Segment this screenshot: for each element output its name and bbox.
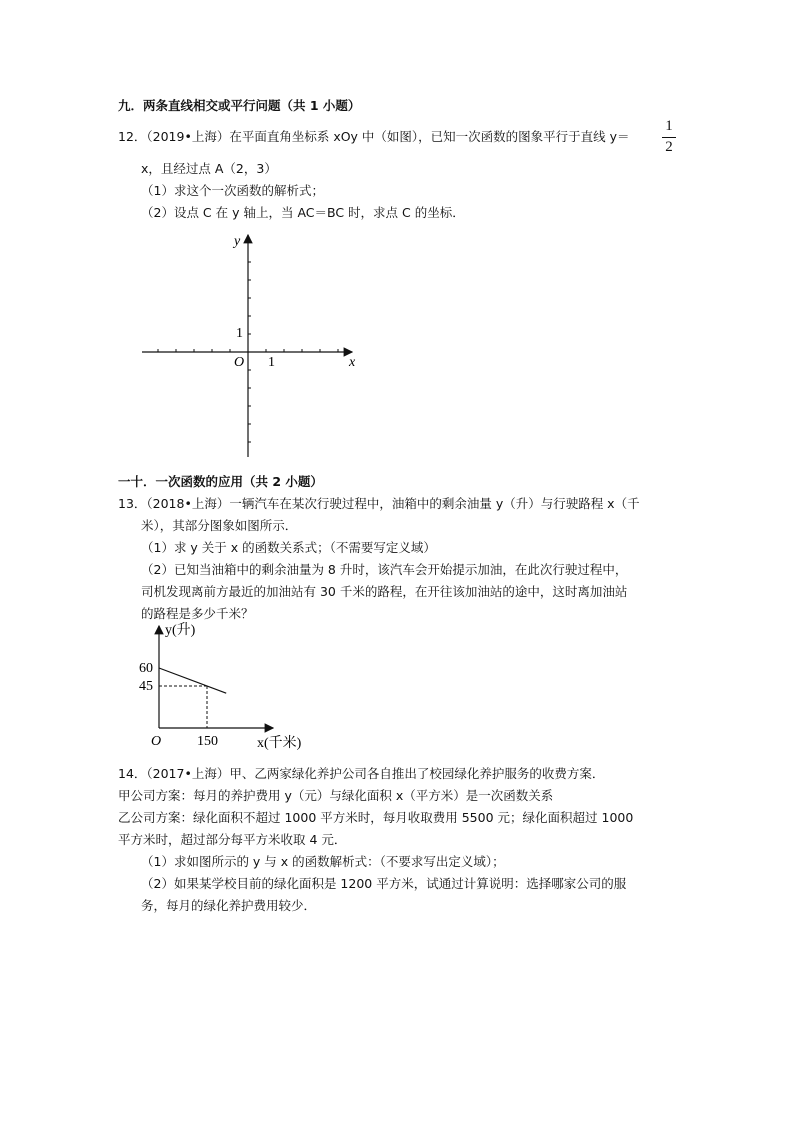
fuel-y-axis-label: y(升) xyxy=(165,623,196,638)
y-axis-label: y xyxy=(234,234,241,249)
q13-part2-line1: （2）已知当油箱中的剩余油量为 8 升时，该汽车会开始提示加油，在此次行驶过程中， xyxy=(141,562,628,577)
q14-part2-line2: 务，每月的绿化养护费用较少． xyxy=(141,898,317,913)
y-tick-one-label: 1 xyxy=(236,326,243,341)
fuel-x-axis-label: x(千米) xyxy=(257,736,302,751)
q12-fraction-bar xyxy=(662,137,676,138)
fuel-series-line xyxy=(159,668,226,693)
q12-fraction-denominator: 2 xyxy=(665,139,673,155)
q12-line2: x，且经过点 A（2，3） xyxy=(141,161,277,176)
q14-line1: 14．（2017•上海）甲、乙两家绿化养护公司各自推出了校园绿化养护服务的收费方案． xyxy=(118,766,605,781)
fuel-chart-figure xyxy=(135,618,315,756)
fuel-y60-label: 60 xyxy=(139,661,153,676)
q13-line2: 米），其部分图象如图所示． xyxy=(141,518,298,533)
origin-label: O xyxy=(234,355,245,370)
q14-part1: （1）求如图所示的 y 与 x 的函数解析式：（不要求写出定义域）； xyxy=(141,854,505,869)
q14-line2: 甲公司方案：每月的养护费用 y（元）与绿化面积 x（平方米）是一次函数关系 xyxy=(118,788,554,803)
q14-line4: 平方米时，超过部分每平方米收取 4 元． xyxy=(118,832,347,847)
x-tick-one-label: 1 xyxy=(268,355,275,370)
fuel-x150-label: 150 xyxy=(197,734,218,749)
fuel-origin-label: O xyxy=(151,734,162,749)
section-9-heading: 九．两条直线相交或平行问题（共 1 小题） xyxy=(118,98,361,113)
x-axis-label: x xyxy=(349,355,356,370)
q14-line3: 乙公司方案：绿化面积不超过 1000 平方米时，每月收取费用 5500 元；绿化面积超过 1000 xyxy=(118,810,634,825)
q13-line1: 13．（2018•上海）一辆汽车在某次行驶过程中，油箱中的剩余油量 y（升）与行驶路程 x（千 xyxy=(118,496,640,511)
q12-part2: （2）设点 C 在 y 轴上，当 AC＝BC 时，求点 C 的坐标． xyxy=(141,205,465,220)
q12-line1: 12．（2019•上海）在平面直角坐标系 xOy 中（如图），已知一次函数的图象平行于直线 y＝ xyxy=(118,129,630,144)
section-10-heading: 一十．一次函数的应用（共 2 小题） xyxy=(118,474,323,489)
fuel-y45-label: 45 xyxy=(139,679,153,694)
q12-part1: （1）求这个一次函数的解析式； xyxy=(141,183,324,198)
coordinate-plane-figure xyxy=(130,225,370,465)
q12-fraction-numerator: 1 xyxy=(665,118,673,134)
q13-part2-line2: 司机发现离前方最近的加油站有 30 千米的路程，在开往该加油站的途中，这时离加油站 xyxy=(141,584,628,599)
q13-part1: （1）求 y 关于 x 的函数关系式；（不需要写定义域） xyxy=(141,540,436,555)
q13-part2-line3: 的路程是多少千米？ xyxy=(141,606,254,621)
q14-part2-line1: （2）如果某学校目前的绿化面积是 1200 平方米，试通过计算说明：选择哪家公司的服 xyxy=(141,876,627,891)
